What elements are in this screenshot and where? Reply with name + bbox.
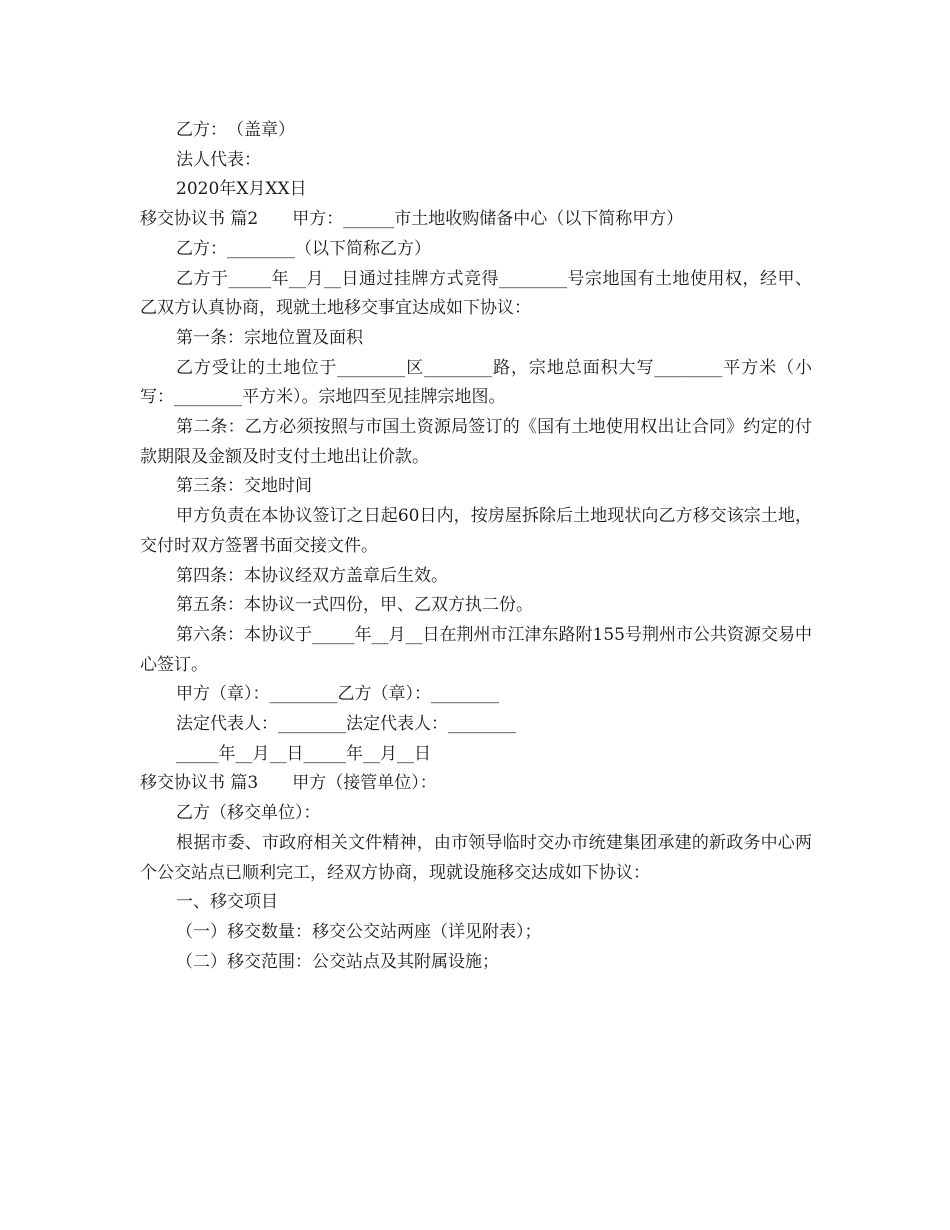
paragraph: 根据市委、市政府相关文件精神，由市领导临时交办市统建集团承建的新政务中心两个公交站点已顺利完工，经双方协商，现就设施移交达成如下协议： bbox=[140, 832, 812, 883]
paragraph: 第一条：宗地位置及面积 bbox=[176, 327, 363, 348]
paragraph: 乙方于_____年__月__日通过挂牌方式竞得________号宗地国有土地使用权，经甲、乙双方认真协商，现就土地移交事宜达成如下协议： bbox=[140, 268, 812, 319]
paragraph: 法人代表： bbox=[176, 149, 261, 170]
paragraph: 第三条：交地时间 bbox=[176, 476, 312, 497]
paragraph: _____年__月__日_____年__月__日 bbox=[176, 743, 431, 764]
paragraph: 乙方（移交单位）： bbox=[176, 803, 321, 824]
paragraph: 乙方： （盖章） bbox=[176, 120, 295, 140]
paragraph: 移交协议书 篇2 甲方：______市土地收购储备中心（以下简称甲方） bbox=[140, 209, 684, 230]
paragraph: 2020年X月XX日 bbox=[176, 179, 307, 200]
paragraph: 乙方受让的土地位于________区________路，宗地总面积大写________平方米（小写：________平方米）。宗地四至见挂牌宗地图。 bbox=[140, 357, 812, 408]
paragraph: （二）移交范围：公交站点及其附属设施； bbox=[176, 951, 499, 972]
paragraph: 一、移交项目 bbox=[176, 892, 278, 913]
paragraph: 第四条：本协议经双方盖章后生效。 bbox=[176, 565, 448, 586]
paragraph: 移交协议书 篇3 甲方（接管单位）： bbox=[140, 773, 437, 794]
paragraph: （一）移交数量：移交公交站两座（详见附表）； bbox=[176, 921, 542, 942]
paragraph: 甲方（章）：________乙方（章）：________ bbox=[176, 684, 499, 705]
paragraph: 第六条：本协议于_____年__月__日在荆州市江津东路附155号荆州市公共资源交易中心签订。 bbox=[140, 624, 812, 675]
paragraph: 第二条：乙方必须按照与市国土资源局签订的《国有土地使用权出让合同》约定的付款期限及金额及时支付土地出让价款。 bbox=[140, 417, 812, 467]
paragraph: 法定代表人：________法定代表人：________ bbox=[176, 714, 516, 735]
paragraph: 第五条：本协议一式四份，甲、乙双方执二份。 bbox=[176, 595, 533, 616]
document-body bbox=[140, 116, 812, 977]
paragraph: 乙方：________（以下简称乙方） bbox=[176, 238, 431, 259]
paragraph: 甲方负责在本协议签订之日起60日内，按房屋拆除后土地现状向乙方移交该宗土地，交付时双方签署书面交接文件。 bbox=[140, 506, 812, 556]
